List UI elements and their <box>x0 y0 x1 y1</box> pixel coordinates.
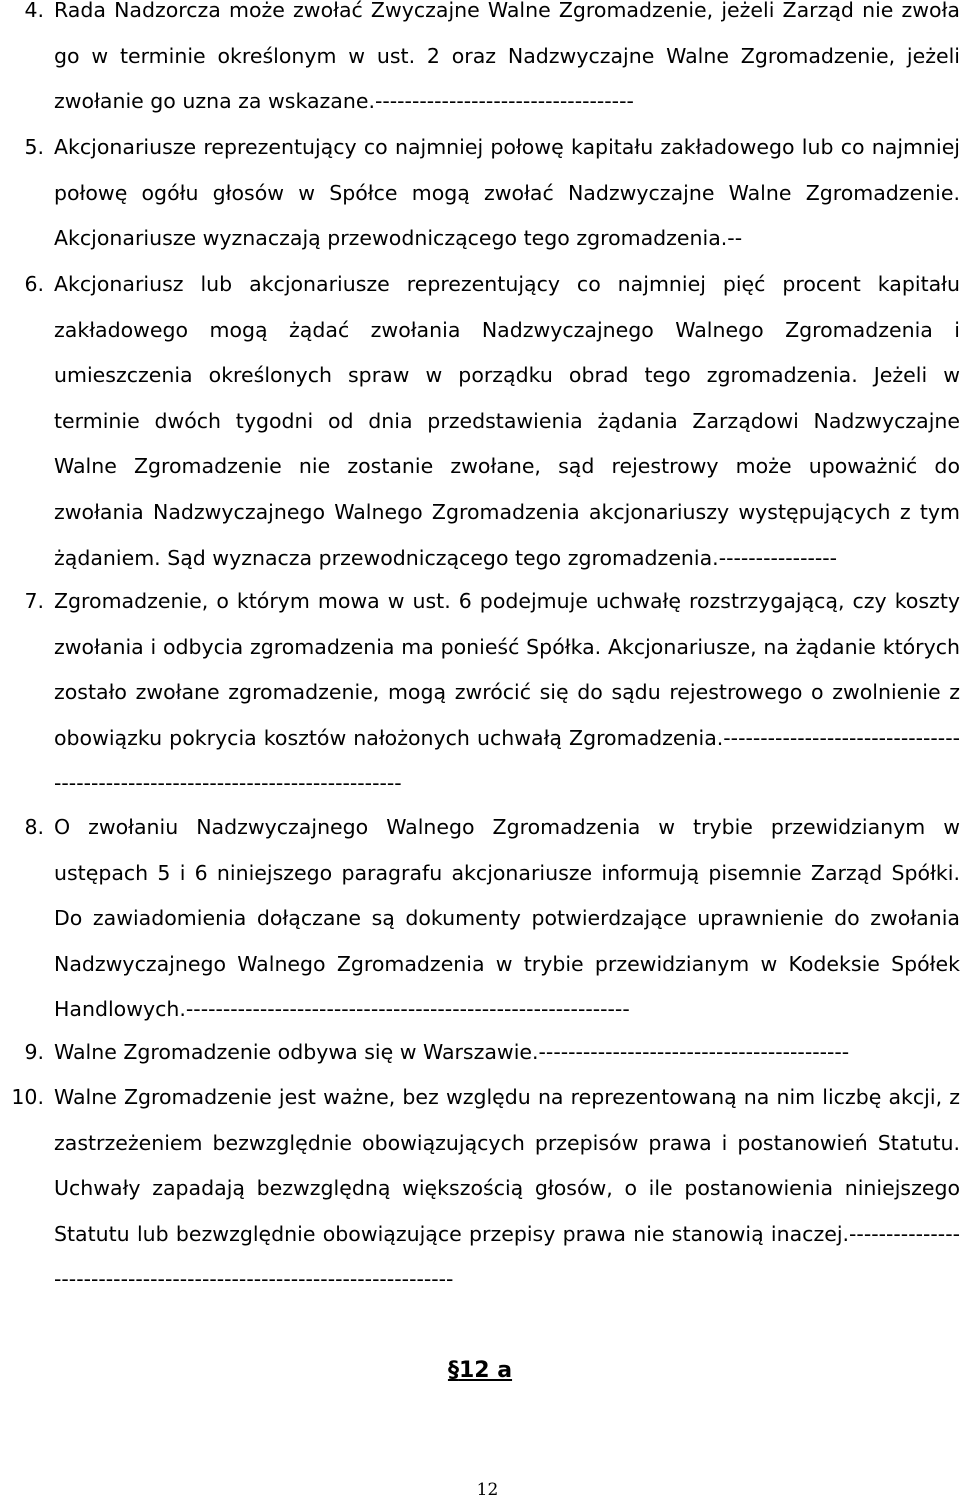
list-item-text: Walne Zgromadzenie jest ważne, bez względu na reprezentowaną na nim liczbę akcji, z zastrzeżeniem bezwzględnie obowiązujących przepisów prawa i postanowień Statutu. Uchwały zapadają bezwzględną większością głosów, o ile postanowienia niniejszego Statutu lub bezwzględnie obowiązujące przepisy prawa nie stanowią inaczej.--------------------------------------------------------------------- <box>54 1085 960 1292</box>
paragraph-sign: § <box>447 1358 459 1383</box>
list-item-number: 10. <box>11 1085 44 1109</box>
list-item-number: 4. <box>24 0 44 22</box>
list-item-number: 9. <box>24 1040 44 1064</box>
list-item-text: Walne Zgromadzenie odbywa się w Warszawie.------------------------------------------ <box>54 1040 850 1064</box>
section-number: 12 a <box>458 1358 513 1383</box>
section-heading <box>0 1348 960 1393</box>
list-item-text: Zgromadzenie, o którym mowa w ust. 6 podejmuje uchwałę rozstrzygającą, czy koszty zwołania i odbycia zgromadzenia ma ponieść Spółka. Akcjonariusze, na żądanie których zostało zwołane zgromadzenie, mogą zwrócić się do sądu rejestrowego o zwolnienie z obowiązku pokrycia kosztów nałożonych uchwałą Zgromadzenia.------------------------------------------------------------------------------- <box>54 589 960 796</box>
page-number: 12 <box>476 1480 499 1500</box>
list-item-number: 8. <box>24 815 44 839</box>
list-item-number: 7. <box>24 589 44 613</box>
list-item-text: Akcjonariusze reprezentujący co najmniej połowę kapitału zakładowego lub co najmniej połowę ogółu głosów w Spółce mogą zwołać Nadzwyczajne Walne Zgromadzenie. Akcjonariusze wyznaczają przewodniczącego tego zgromadzenia.-- <box>54 135 960 251</box>
list-item-text: Akcjonariusz lub akcjonariusze reprezentujący co najmniej pięć procent kapitału zakładowego mogą żądać zwołania Nadzwyczajnego Walnego Zgromadzenia i umieszczenia określonych spraw w porządku obrad tego zgromadzenia. Jeżeli w terminie dwóch tygodni od dnia przedstawienia żądania Zarządowi Nadzwyczajne Walne Zgromadzenie nie zostanie zwołane, sąd rejestrowy może upoważnić do zwołania Nadzwyczajnego Walnego Zgromadzenia akcjonariuszy występujących z tym żądaniem. Sąd wyznacza przewodniczącego tego zgromadzenia.---------------- <box>54 272 960 570</box>
list-item-number: 5. <box>24 135 44 159</box>
list-item-text: O zwołaniu Nadzwyczajnego Walnego Zgromadzenia w trybie przewidzianym w ustępach 5 i 6 niniejszego paragrafu akcjonariusze informują pisemnie Zarząd Spółki. Do zawiadomienia dołączane są dokumenty potwierdzające uprawnienie do zwołania Nadzwyczajnego Walnego Zgromadzenia w trybie przewidzianym w Kodeksie Spółek Handlowych.------------------------------------------------------------ <box>54 815 960 1022</box>
list-item-text: Rada Nadzorcza może zwołać Zwyczajne Walne Zgromadzenie, jeżeli Zarząd nie zwoła go w terminie określonym w ust. 2 oraz Nadzwyczajne Walne Zgromadzenie, jeżeli zwołanie go uzna za wskazane.----------------------------------- <box>54 0 960 114</box>
list-item-number: 6. <box>24 272 44 296</box>
